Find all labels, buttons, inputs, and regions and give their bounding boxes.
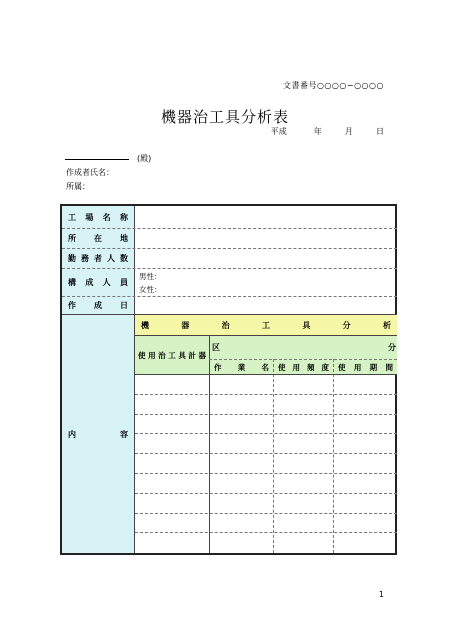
- label-char: 業: [237, 362, 246, 372]
- col-work-name-text: [210, 360, 273, 374]
- department-label: 所属：: [66, 182, 90, 191]
- label-char: 使: [278, 362, 286, 372]
- label-char: 勤: [68, 253, 76, 263]
- date-month-label: 月: [344, 127, 353, 136]
- col-usage-period-text: [334, 360, 397, 374]
- label-char: 名: [261, 362, 269, 372]
- table-row-divider: [135, 433, 397, 434]
- document-number: 文書番号○○○○−○○○○: [282, 81, 384, 90]
- date-line: [271, 126, 384, 137]
- column-divider-1: [273, 359, 274, 553]
- location-field[interactable]: [135, 228, 397, 248]
- factory-name-text: [62, 206, 134, 228]
- female-label: 女性：: [139, 285, 162, 294]
- label-char: 作: [68, 300, 76, 310]
- content-label: [62, 426, 134, 442]
- column-divider-2: [333, 359, 334, 553]
- workers-field[interactable]: [135, 248, 397, 268]
- table-row-divider: [135, 532, 397, 533]
- content-text: [62, 426, 134, 442]
- workers-label: [62, 248, 134, 268]
- table-row-divider: [135, 473, 397, 474]
- col-usage-frequency: [274, 360, 333, 374]
- composition-text: [62, 268, 134, 296]
- label-char: 成: [94, 300, 102, 310]
- label-char: 具: [302, 320, 311, 330]
- label-char: 用: [353, 362, 362, 372]
- composition-label: [62, 268, 134, 296]
- label-char: 場: [85, 212, 94, 222]
- label-char: 具: [178, 350, 186, 360]
- tool-gauge-text: [135, 336, 209, 374]
- label-char: 析: [382, 320, 391, 330]
- label-char: 内: [68, 429, 76, 439]
- created-date-text: [62, 296, 134, 314]
- label-char: 治: [158, 350, 166, 360]
- label-char: 計: [188, 350, 196, 360]
- division-left: 区: [212, 343, 220, 352]
- division-right: 分: [388, 343, 396, 352]
- label-char: 日: [120, 300, 128, 310]
- date-day-label: 日: [376, 127, 384, 136]
- label-char: 数: [120, 253, 128, 263]
- col-usage-period: [334, 360, 397, 374]
- label-char: 用: [292, 362, 300, 372]
- label-char: 使: [338, 362, 346, 372]
- label-char: 器: [198, 350, 206, 360]
- created-date-field[interactable]: [135, 296, 397, 314]
- table-row-divider: [135, 493, 397, 494]
- location-text: [62, 228, 134, 248]
- label-char: 工: [168, 350, 176, 360]
- date-era: 平成: [270, 127, 287, 136]
- label-char: 分: [342, 320, 351, 330]
- label-char: 名: [102, 212, 111, 222]
- male-label: 男性：: [139, 272, 162, 281]
- page-title: 機器治工具分析表: [160, 108, 289, 126]
- creator-name-label: 作成者氏名：: [66, 168, 114, 177]
- label-char: 機: [141, 320, 149, 330]
- addressee-line: [65, 159, 129, 160]
- tool-analysis-header: [135, 315, 397, 335]
- label-char: 作: [214, 362, 222, 372]
- label-char: 容: [120, 429, 128, 439]
- date-year-label: 年: [313, 127, 322, 136]
- label-char: 人: [102, 277, 111, 287]
- tool-analysis-header-text: [135, 315, 397, 335]
- label-char: 度: [321, 362, 329, 372]
- table-row-divider: [135, 453, 397, 454]
- label-char: 在: [94, 233, 102, 243]
- label-char: 務: [81, 253, 89, 263]
- factory-name-label: [62, 206, 134, 228]
- label-char: 用: [148, 350, 156, 360]
- analysis-form-table: [60, 204, 397, 555]
- label-char: 所: [68, 233, 76, 243]
- label-char: 工: [261, 320, 270, 330]
- label-char: 地: [120, 233, 128, 243]
- factory-name-field[interactable]: [135, 206, 397, 228]
- table-row-divider: [135, 513, 397, 514]
- label-char: 者: [94, 253, 102, 263]
- location-label: [62, 228, 134, 248]
- col-work-name: [210, 360, 273, 374]
- created-date-label: [62, 296, 134, 314]
- page-number: 1: [378, 590, 384, 599]
- label-char: 頻: [307, 362, 315, 372]
- label-char: 器: [181, 320, 190, 330]
- label-char: 期: [369, 362, 378, 372]
- table-row-divider: [135, 414, 397, 415]
- tool-gauge-label: [135, 336, 209, 374]
- label-char: 員: [119, 277, 128, 287]
- label-char: 構: [68, 277, 76, 287]
- label-char: 成: [85, 277, 94, 287]
- addressee-suffix: (殿): [137, 154, 152, 163]
- table-row-divider: [135, 394, 397, 395]
- label-char: 称: [119, 212, 128, 222]
- label-char: 間: [385, 362, 393, 372]
- workers-text: [62, 248, 134, 268]
- label-char: 使: [138, 350, 146, 360]
- col-usage-frequency-text: [274, 360, 333, 374]
- label-char: 工: [68, 212, 76, 222]
- label-char: 治: [221, 320, 230, 330]
- label-char: 人: [107, 253, 115, 263]
